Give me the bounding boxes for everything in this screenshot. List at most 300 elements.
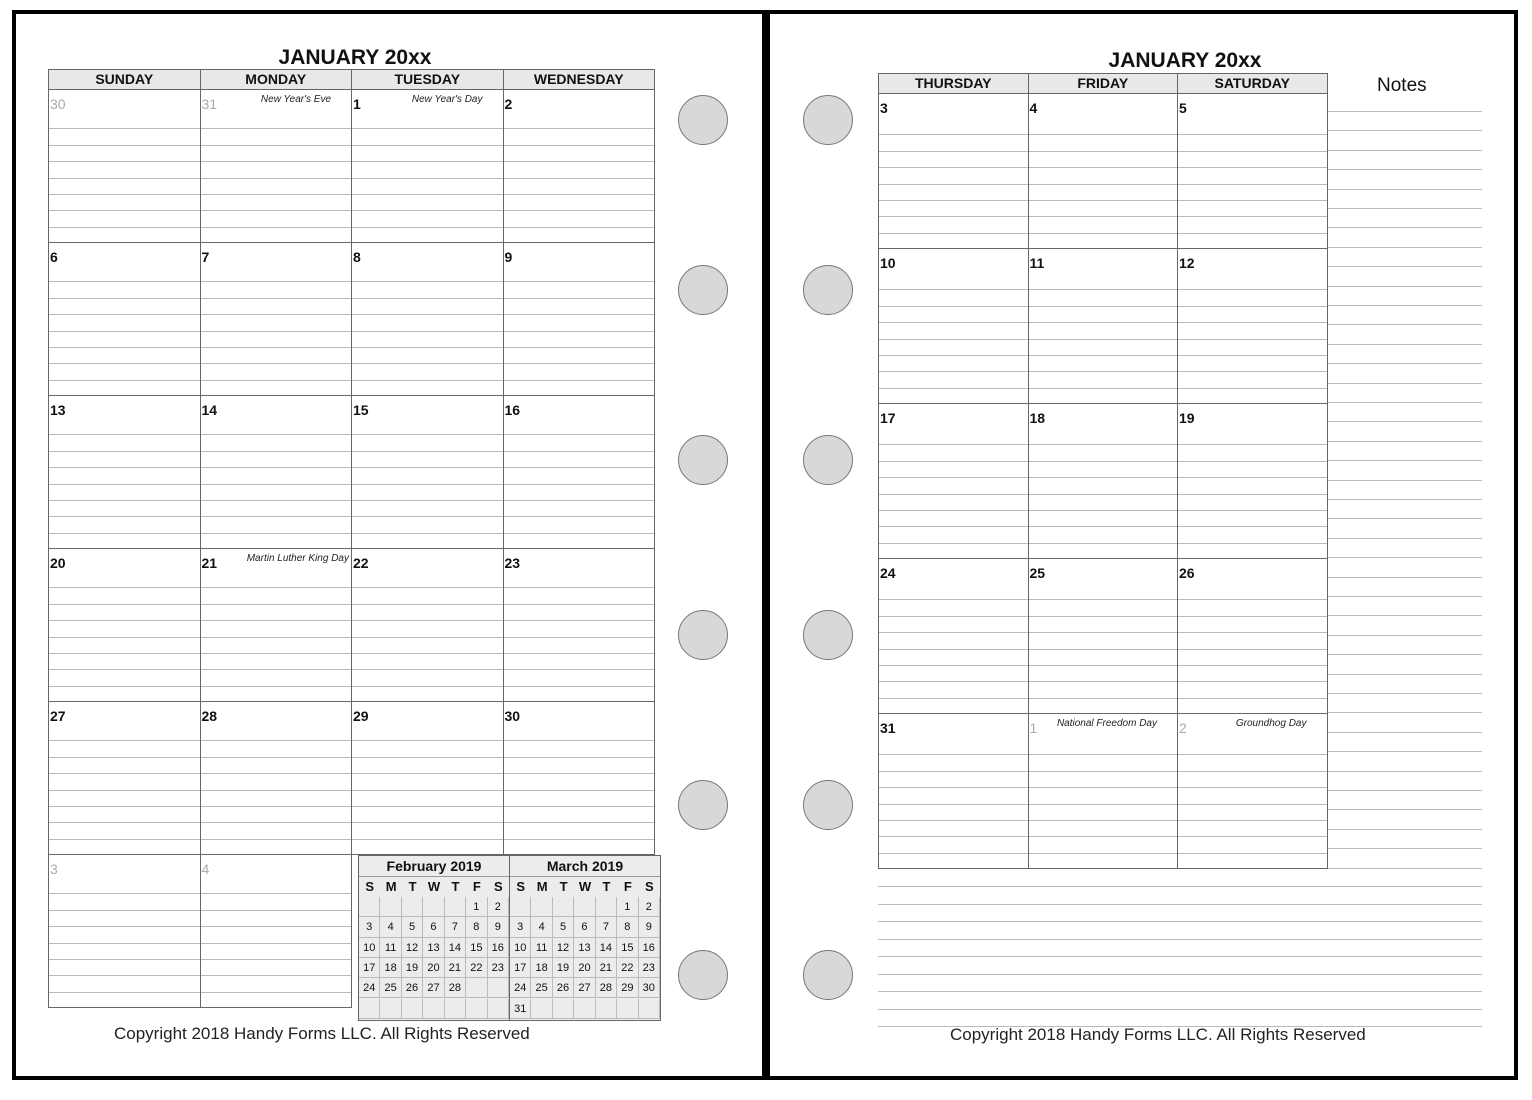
writing-line bbox=[1029, 444, 1178, 445]
writing-line bbox=[201, 467, 352, 468]
writing-line bbox=[201, 604, 352, 605]
writing-line bbox=[879, 771, 1028, 772]
day-number: 7 bbox=[201, 249, 210, 265]
day-cell[interactable] bbox=[878, 248, 1029, 404]
day-cell[interactable] bbox=[503, 701, 656, 855]
day-number: 6 bbox=[50, 249, 58, 265]
day-cell[interactable] bbox=[200, 395, 353, 549]
binder-hole-icon bbox=[803, 435, 853, 485]
mini-date: 3 bbox=[359, 917, 380, 937]
notes-line bbox=[878, 1009, 1482, 1010]
day-cell[interactable] bbox=[1028, 403, 1179, 559]
writing-line bbox=[1029, 355, 1178, 356]
writing-line bbox=[49, 128, 200, 129]
mini-dow-label: S bbox=[516, 879, 526, 894]
writing-line bbox=[201, 637, 352, 638]
mini-date bbox=[510, 897, 531, 917]
writing-line bbox=[201, 281, 352, 282]
binder-hole-icon bbox=[678, 780, 728, 830]
writing-line bbox=[49, 484, 200, 485]
writing-line bbox=[352, 331, 503, 332]
writing-line bbox=[1178, 510, 1327, 511]
day-number: 2 bbox=[1179, 720, 1187, 736]
writing-line bbox=[504, 178, 655, 179]
day-cell[interactable] bbox=[503, 242, 656, 396]
writing-line bbox=[1029, 599, 1178, 600]
day-cell[interactable] bbox=[48, 548, 201, 702]
writing-line bbox=[1029, 200, 1178, 201]
notes-line bbox=[1328, 363, 1482, 364]
writing-line bbox=[352, 194, 503, 195]
day-number: 27 bbox=[50, 708, 66, 724]
writing-line bbox=[504, 686, 655, 687]
day-cell[interactable] bbox=[878, 713, 1029, 869]
mini-date: 5 bbox=[402, 917, 423, 937]
notes-line bbox=[878, 991, 1482, 992]
writing-line bbox=[1029, 322, 1178, 323]
writing-line bbox=[352, 653, 503, 654]
writing-line bbox=[1029, 289, 1178, 290]
mini-date: 27 bbox=[574, 978, 595, 998]
writing-line bbox=[504, 587, 655, 588]
mini-date bbox=[574, 999, 595, 1019]
writing-line bbox=[201, 790, 352, 791]
writing-line bbox=[352, 210, 503, 211]
notes-line bbox=[1328, 577, 1482, 578]
writing-line bbox=[201, 314, 352, 315]
writing-line bbox=[1178, 616, 1327, 617]
day-number: 18 bbox=[1029, 410, 1046, 426]
mini-date: 12 bbox=[402, 938, 423, 958]
writing-line bbox=[504, 467, 655, 468]
notes-line bbox=[1328, 324, 1482, 325]
mini-date: 13 bbox=[574, 938, 595, 958]
writing-line bbox=[201, 686, 352, 687]
day-number: 28 bbox=[201, 708, 218, 724]
mini-date: 17 bbox=[359, 958, 380, 978]
mini-date bbox=[617, 999, 638, 1019]
mini-dow-label: T bbox=[602, 879, 611, 894]
mini-date: 3 bbox=[510, 917, 531, 937]
mini-date: 14 bbox=[596, 938, 617, 958]
mini-date: 13 bbox=[423, 938, 444, 958]
writing-line bbox=[1029, 371, 1178, 372]
writing-line bbox=[504, 669, 655, 670]
writing-line bbox=[1178, 355, 1327, 356]
writing-line bbox=[201, 451, 352, 452]
day-number: 26 bbox=[1179, 565, 1195, 581]
mini-date: 18 bbox=[380, 958, 401, 978]
binder-hole-icon bbox=[803, 780, 853, 830]
binder-hole-icon bbox=[803, 265, 853, 315]
day-cell[interactable] bbox=[503, 395, 656, 549]
writing-line bbox=[1029, 134, 1178, 135]
writing-line bbox=[201, 210, 352, 211]
notes-line bbox=[1328, 538, 1482, 539]
notes-line bbox=[1328, 732, 1482, 733]
writing-line bbox=[504, 533, 655, 534]
day-cell[interactable] bbox=[48, 395, 201, 549]
mini-date bbox=[359, 897, 380, 917]
writing-line bbox=[1178, 388, 1327, 389]
mini-date: 26 bbox=[553, 978, 574, 998]
writing-line bbox=[1178, 853, 1327, 854]
mini-date: 4 bbox=[380, 917, 401, 937]
writing-line bbox=[201, 516, 352, 517]
writing-line bbox=[1178, 681, 1327, 682]
day-cell[interactable] bbox=[503, 548, 656, 702]
day-cell[interactable] bbox=[48, 89, 201, 243]
mini-dow-label: M bbox=[385, 879, 397, 894]
mini-date bbox=[466, 978, 487, 998]
day-number: 19 bbox=[1179, 410, 1195, 426]
mini-date: 16 bbox=[639, 938, 660, 958]
writing-line bbox=[504, 194, 655, 195]
day-cell[interactable] bbox=[878, 558, 1029, 714]
writing-line bbox=[504, 331, 655, 332]
day-cell[interactable] bbox=[200, 89, 353, 243]
writing-line bbox=[49, 587, 200, 588]
day-number: 22 bbox=[353, 555, 369, 571]
day-cell[interactable] bbox=[1177, 558, 1328, 714]
day-cell[interactable] bbox=[1177, 403, 1328, 559]
writing-line bbox=[49, 653, 200, 654]
writing-line bbox=[879, 216, 1028, 217]
writing-line bbox=[352, 484, 503, 485]
writing-line bbox=[1178, 771, 1327, 772]
writing-line bbox=[201, 959, 352, 960]
notes-line bbox=[878, 921, 1482, 922]
writing-line bbox=[1178, 233, 1327, 234]
writing-line bbox=[879, 820, 1028, 821]
writing-line bbox=[504, 637, 655, 638]
writing-line bbox=[49, 790, 200, 791]
day-cell[interactable] bbox=[1028, 558, 1179, 714]
writing-line bbox=[879, 526, 1028, 527]
writing-line bbox=[1178, 787, 1327, 788]
mini-date: 12 bbox=[553, 938, 574, 958]
writing-line bbox=[352, 604, 503, 605]
day-cell[interactable] bbox=[351, 89, 504, 243]
day-cell[interactable] bbox=[200, 701, 353, 855]
writing-line bbox=[352, 740, 503, 741]
writing-line bbox=[1029, 510, 1178, 511]
mini-date: 26 bbox=[402, 978, 423, 998]
notes-line bbox=[1328, 751, 1482, 752]
mini-date: 18 bbox=[531, 958, 552, 978]
mini-date: 23 bbox=[639, 958, 660, 978]
binder-hole-icon bbox=[678, 435, 728, 485]
writing-line bbox=[879, 322, 1028, 323]
writing-line bbox=[201, 653, 352, 654]
writing-line bbox=[1178, 461, 1327, 462]
mini-dow-label: S bbox=[493, 879, 503, 894]
writing-line bbox=[352, 161, 503, 162]
day-cell[interactable] bbox=[1177, 93, 1328, 249]
day-number: 12 bbox=[1179, 255, 1195, 271]
writing-line bbox=[879, 494, 1028, 495]
day-cell[interactable] bbox=[351, 701, 504, 855]
mini-date: 28 bbox=[445, 978, 466, 998]
writing-line bbox=[1178, 289, 1327, 290]
notes-line bbox=[1328, 868, 1482, 869]
writing-line bbox=[49, 363, 200, 364]
writing-line bbox=[352, 669, 503, 670]
mini-date: 23 bbox=[488, 958, 509, 978]
writing-line bbox=[201, 839, 352, 840]
mini-date bbox=[380, 897, 401, 917]
mini-date: 24 bbox=[359, 978, 380, 998]
writing-line bbox=[352, 500, 503, 501]
mini-date: 21 bbox=[596, 958, 617, 978]
writing-line bbox=[201, 145, 352, 146]
mini-date: 19 bbox=[402, 958, 423, 978]
writing-line bbox=[1029, 787, 1178, 788]
writing-line bbox=[1029, 649, 1178, 650]
writing-line bbox=[1029, 853, 1178, 854]
day-cell[interactable] bbox=[48, 242, 201, 396]
writing-line bbox=[504, 822, 655, 823]
writing-line bbox=[49, 227, 200, 228]
writing-line bbox=[1178, 665, 1327, 666]
writing-line bbox=[49, 178, 200, 179]
day-cell[interactable] bbox=[1028, 713, 1179, 869]
writing-line bbox=[49, 210, 200, 211]
notes-line bbox=[1328, 712, 1482, 713]
writing-line bbox=[879, 649, 1028, 650]
notes-line bbox=[1328, 809, 1482, 810]
writing-line bbox=[49, 975, 200, 976]
day-cell[interactable] bbox=[200, 548, 353, 702]
writing-line bbox=[504, 620, 655, 621]
mini-date bbox=[423, 897, 444, 917]
mini-date: 20 bbox=[423, 958, 444, 978]
day-cell[interactable] bbox=[1028, 248, 1179, 404]
writing-line bbox=[201, 227, 352, 228]
writing-line bbox=[504, 363, 655, 364]
writing-line bbox=[49, 161, 200, 162]
writing-line bbox=[352, 773, 503, 774]
writing-line bbox=[1178, 820, 1327, 821]
mini-date bbox=[531, 999, 552, 1019]
writing-line bbox=[1029, 804, 1178, 805]
writing-line bbox=[201, 500, 352, 501]
writing-line bbox=[201, 757, 352, 758]
day-cell[interactable] bbox=[878, 93, 1029, 249]
writing-line bbox=[49, 637, 200, 638]
writing-line bbox=[879, 371, 1028, 372]
writing-line bbox=[1178, 339, 1327, 340]
writing-line bbox=[1029, 632, 1178, 633]
notes-line bbox=[1328, 208, 1482, 209]
writing-line bbox=[1178, 200, 1327, 201]
writing-line bbox=[49, 314, 200, 315]
day-cell[interactable] bbox=[351, 548, 504, 702]
mini-dow-label: T bbox=[451, 879, 460, 894]
writing-line bbox=[352, 757, 503, 758]
holiday-label: New Year's Eve bbox=[260, 94, 331, 105]
writing-line bbox=[879, 698, 1028, 699]
holiday-label: Groundhog Day bbox=[1235, 718, 1307, 729]
mini-date bbox=[531, 897, 552, 917]
writing-line bbox=[879, 151, 1028, 152]
writing-line bbox=[49, 194, 200, 195]
notes-line bbox=[1328, 421, 1482, 422]
day-number: 17 bbox=[880, 410, 896, 426]
writing-line bbox=[1178, 371, 1327, 372]
mini-date: 11 bbox=[531, 938, 552, 958]
day-cell[interactable] bbox=[351, 395, 504, 549]
mini-date: 20 bbox=[574, 958, 595, 978]
mini-date: 19 bbox=[553, 958, 574, 978]
writing-line bbox=[1178, 754, 1327, 755]
day-number: 5 bbox=[1179, 100, 1187, 116]
writing-line bbox=[504, 298, 655, 299]
notes-line bbox=[878, 974, 1482, 975]
day-cell[interactable] bbox=[200, 854, 353, 1008]
writing-line bbox=[201, 484, 352, 485]
writing-line bbox=[49, 516, 200, 517]
writing-line bbox=[49, 298, 200, 299]
writing-line bbox=[49, 434, 200, 435]
mini-calendar bbox=[509, 855, 661, 1021]
writing-line bbox=[352, 298, 503, 299]
writing-line bbox=[504, 773, 655, 774]
writing-line bbox=[879, 233, 1028, 234]
mini-date: 21 bbox=[445, 958, 466, 978]
day-cell[interactable] bbox=[351, 242, 504, 396]
day-number: 8 bbox=[353, 249, 361, 265]
writing-line bbox=[1178, 804, 1327, 805]
writing-line bbox=[879, 289, 1028, 290]
writing-line bbox=[1029, 665, 1178, 666]
writing-line bbox=[879, 665, 1028, 666]
writing-line bbox=[1029, 233, 1178, 234]
writing-line bbox=[1029, 388, 1178, 389]
writing-line bbox=[1178, 599, 1327, 600]
writing-line bbox=[49, 773, 200, 774]
writing-line bbox=[1178, 184, 1327, 185]
writing-line bbox=[49, 893, 200, 894]
day-cell[interactable] bbox=[878, 403, 1029, 559]
writing-line bbox=[352, 822, 503, 823]
holiday-label: Martin Luther King Day bbox=[246, 553, 349, 564]
writing-line bbox=[201, 587, 352, 588]
mini-date: 22 bbox=[466, 958, 487, 978]
mini-date: 28 bbox=[596, 978, 617, 998]
day-number: 21 bbox=[201, 555, 218, 571]
writing-line bbox=[49, 620, 200, 621]
writing-line bbox=[504, 790, 655, 791]
writing-line bbox=[49, 533, 200, 534]
mini-calendar-title: March 2019 bbox=[510, 856, 660, 877]
writing-line bbox=[1029, 526, 1178, 527]
mini-date: 29 bbox=[617, 978, 638, 998]
writing-line bbox=[1178, 494, 1327, 495]
mini-date: 10 bbox=[510, 938, 531, 958]
notes-line bbox=[1328, 286, 1482, 287]
notes-line bbox=[1328, 518, 1482, 519]
writing-line bbox=[1029, 184, 1178, 185]
writing-line bbox=[1029, 151, 1178, 152]
day-number: 1 bbox=[353, 96, 361, 112]
writing-line bbox=[504, 740, 655, 741]
writing-line bbox=[504, 757, 655, 758]
writing-line bbox=[352, 637, 503, 638]
mini-date: 2 bbox=[639, 897, 660, 917]
day-number: 11 bbox=[1029, 255, 1045, 271]
mini-date: 8 bbox=[466, 917, 487, 937]
writing-line bbox=[49, 669, 200, 670]
writing-line bbox=[879, 853, 1028, 854]
mini-date: 5 bbox=[553, 917, 574, 937]
writing-line bbox=[879, 787, 1028, 788]
writing-line bbox=[504, 227, 655, 228]
writing-line bbox=[352, 467, 503, 468]
writing-line bbox=[504, 314, 655, 315]
writing-line bbox=[1178, 526, 1327, 527]
holiday-label: National Freedom Day bbox=[1056, 718, 1157, 729]
writing-line bbox=[1178, 134, 1327, 135]
day-cell[interactable] bbox=[48, 854, 201, 1008]
writing-line bbox=[879, 134, 1028, 135]
day-cell[interactable] bbox=[48, 701, 201, 855]
day-number: 3 bbox=[50, 861, 58, 877]
writing-line bbox=[879, 477, 1028, 478]
mini-date bbox=[639, 999, 660, 1019]
writing-line bbox=[1029, 339, 1178, 340]
mini-date bbox=[380, 999, 401, 1019]
writing-line bbox=[49, 380, 200, 381]
writing-line bbox=[1178, 632, 1327, 633]
binder-hole-icon bbox=[803, 950, 853, 1000]
notes-line bbox=[1328, 596, 1482, 597]
writing-line bbox=[201, 740, 352, 741]
writing-line bbox=[49, 822, 200, 823]
writing-line bbox=[1029, 616, 1178, 617]
day-number: 25 bbox=[1029, 565, 1046, 581]
mini-date: 1 bbox=[466, 897, 487, 917]
mini-dow-label: M bbox=[536, 879, 548, 894]
writing-line bbox=[352, 620, 503, 621]
day-cell[interactable] bbox=[200, 242, 353, 396]
day-cell[interactable] bbox=[1028, 93, 1179, 249]
mini-date: 31 bbox=[510, 999, 531, 1019]
day-cell[interactable] bbox=[1177, 713, 1328, 869]
writing-line bbox=[49, 992, 200, 993]
mini-date bbox=[488, 999, 509, 1019]
writing-line bbox=[879, 543, 1028, 544]
mini-calendar bbox=[358, 855, 510, 1021]
writing-line bbox=[49, 331, 200, 332]
writing-line bbox=[201, 926, 352, 927]
notes-line bbox=[1328, 693, 1482, 694]
day-cell[interactable] bbox=[1177, 248, 1328, 404]
writing-line bbox=[49, 451, 200, 452]
writing-line bbox=[1029, 754, 1178, 755]
day-number: 31 bbox=[880, 720, 896, 736]
notes-line bbox=[1328, 227, 1482, 228]
day-number: 9 bbox=[504, 249, 513, 265]
day-cell[interactable] bbox=[503, 89, 656, 243]
mini-date: 25 bbox=[531, 978, 552, 998]
mini-dow-label: S bbox=[644, 879, 654, 894]
writing-line bbox=[1029, 698, 1178, 699]
writing-line bbox=[201, 533, 352, 534]
mini-date: 30 bbox=[639, 978, 660, 998]
writing-line bbox=[879, 306, 1028, 307]
writing-line bbox=[201, 298, 352, 299]
